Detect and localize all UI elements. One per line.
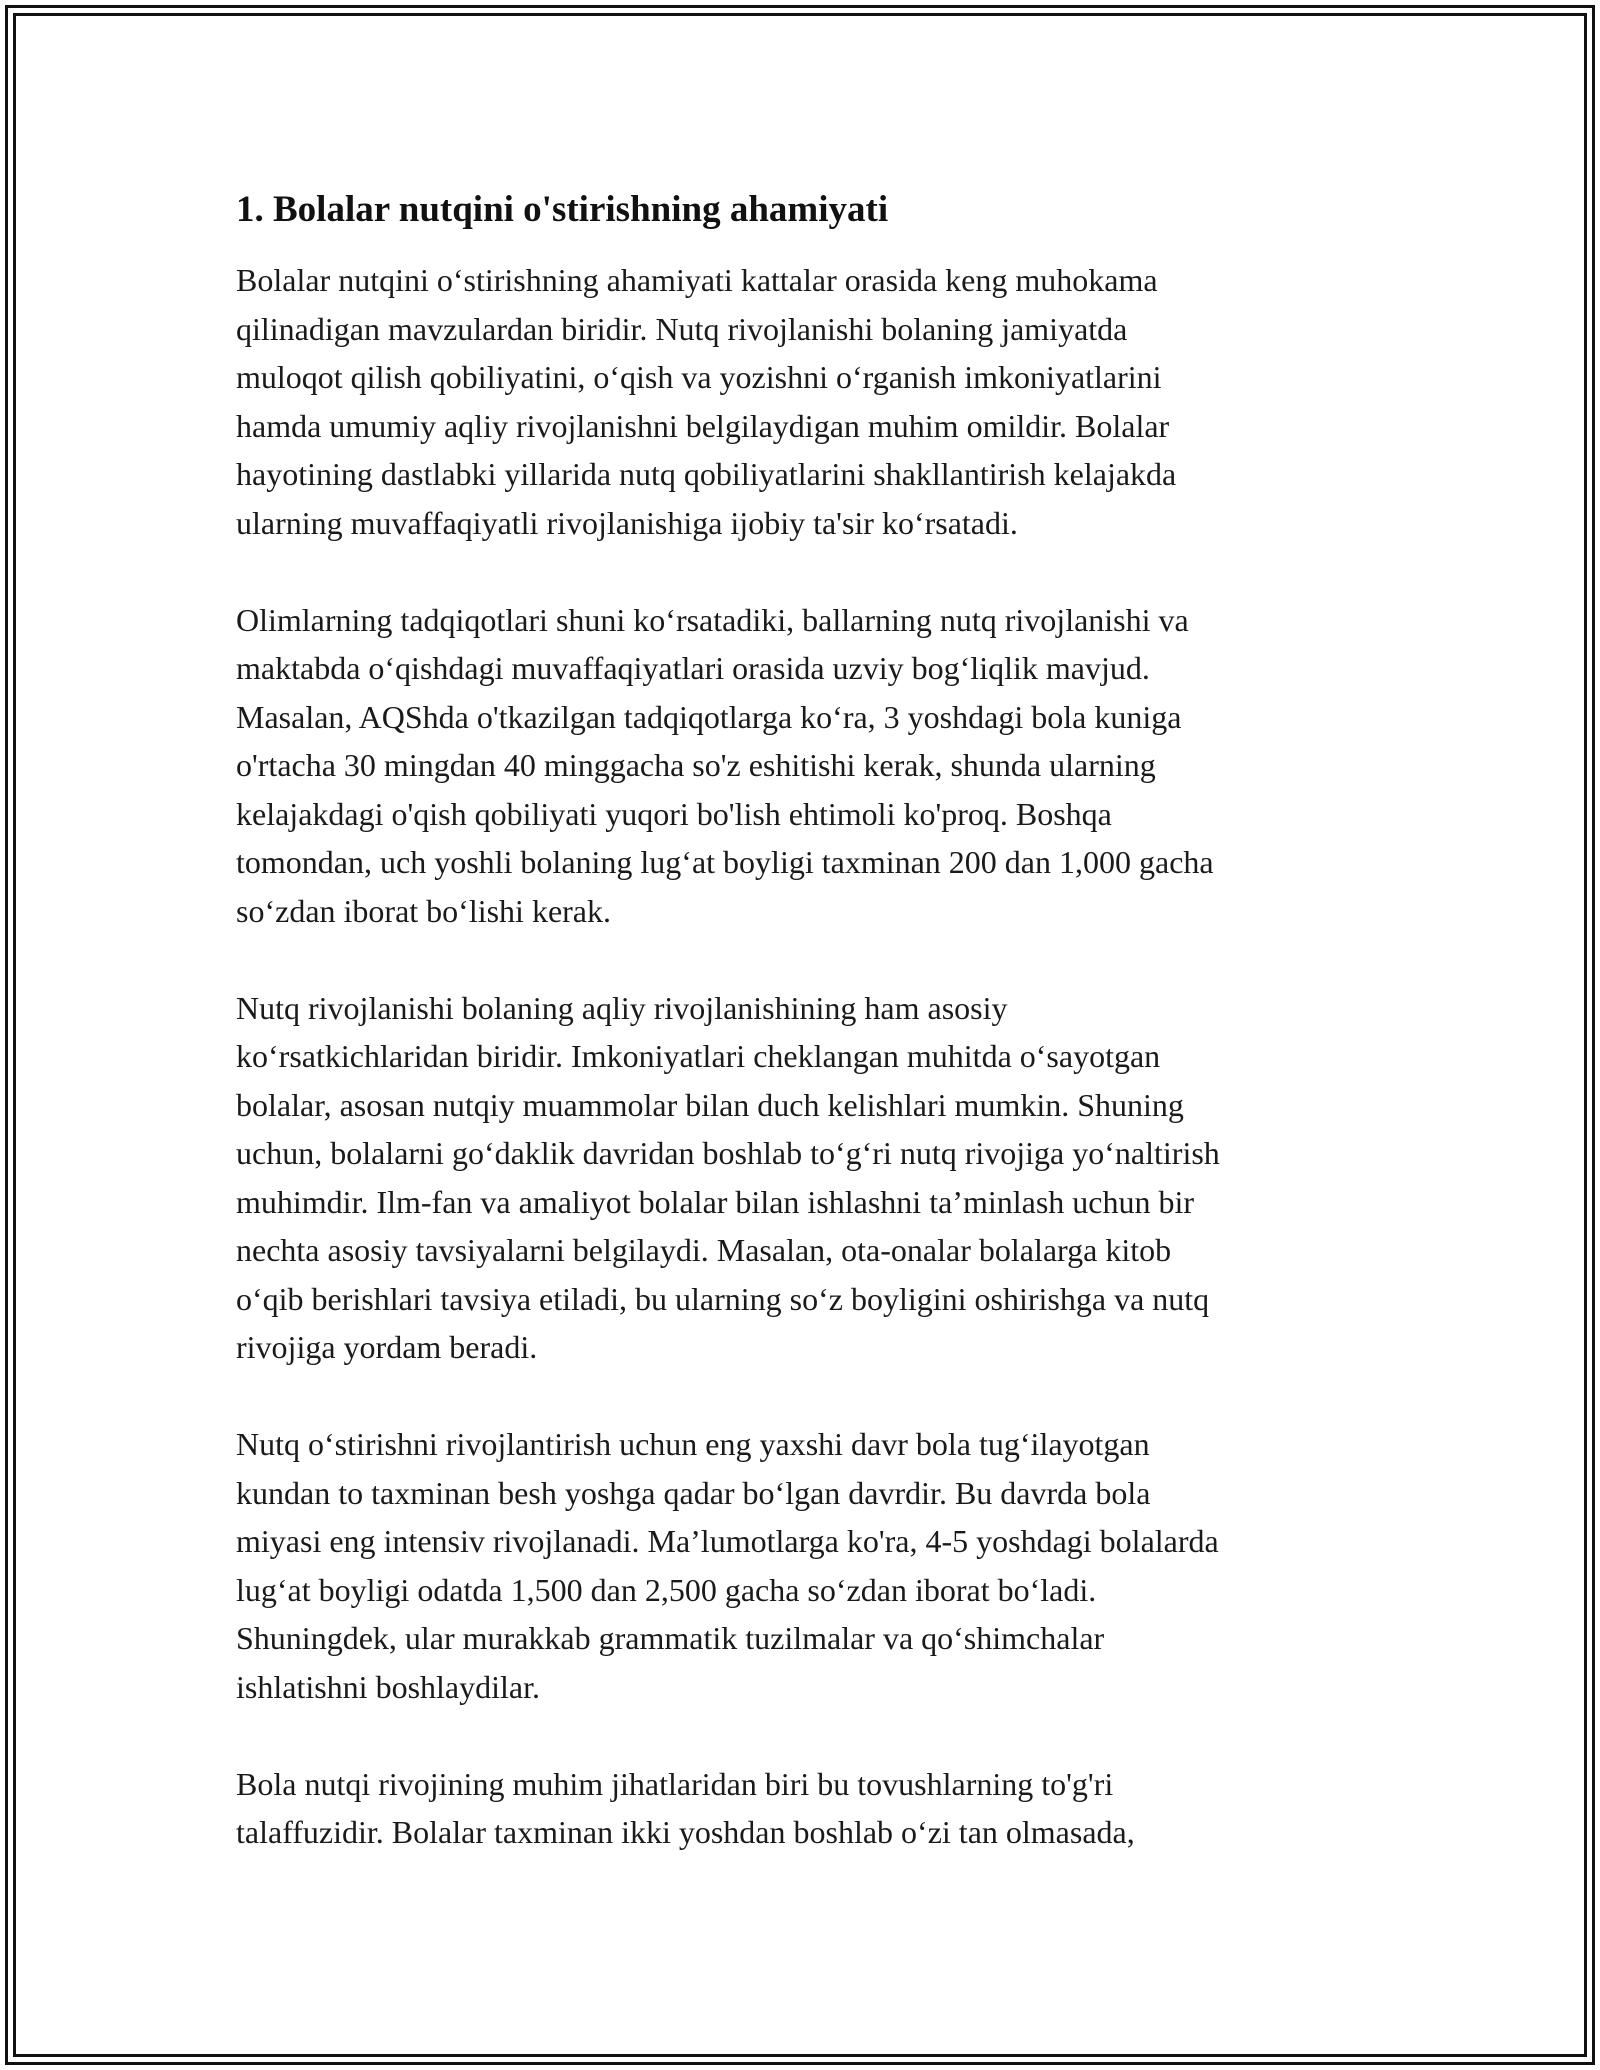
paragraph-2	[236, 596, 1376, 936]
text-line: koʻrsatkichlaridan biridir. Imkoniyatlari cheklangan muhitda oʻsayotgan	[236, 1038, 1161, 1074]
document-body	[236, 186, 1376, 1905]
text-line: tomondan, uch yoshli bolaning lugʻat boyligi taxminan 200 dan 1,000 gacha	[236, 844, 1214, 880]
text-line: bolalar, asosan nutqiy muammolar bilan duch kelishlari mumkin. Shuning	[236, 1086, 1184, 1123]
text-line: uchun, bolalarni goʻdaklik davridan boshlab toʻgʻri nutq rivojiga yoʻnaltirish	[236, 1135, 1220, 1171]
paragraph-4	[236, 1420, 1376, 1711]
text-line: Nutq oʻstirishni rivojlantirish uchun eng yaxshi davr bola tugʻilayotgan	[236, 1426, 1150, 1462]
paragraph-1	[236, 256, 1376, 547]
text-line: miyasi eng intensiv rivojlanadi. Maʼlumotlarga ko'ra, 4-5 yoshdagi bolalarda	[236, 1523, 1219, 1559]
text-line: kundan to taxminan besh yoshga qadar boʻlgan davrdir. Bu davrda bola	[236, 1474, 1151, 1511]
paragraph-3	[236, 984, 1376, 1372]
text-line: Bolalar nutqini oʻstirishning ahamiyati kattalar orasida keng muhokama	[236, 262, 1158, 298]
text-line: Olimlarning tadqiqotlari shuni koʻrsatadiki, ballarning nutq rivojlanishi va	[236, 601, 1189, 638]
text-line: o'rtacha 30 mingdan 40 minggacha so'z eshitishi kerak, shunda ularning	[236, 747, 1156, 783]
text-line: ishlatishni boshlaydilar.	[236, 1668, 540, 1705]
text-line: qilinadigan mavzulardan biridir. Nutq rivojlanishi bolaning jamiyatda	[236, 310, 1128, 347]
text-line: rivojiga yordam beradi.	[236, 1329, 538, 1365]
text-line: muhimdir. Ilm-fan va amaliyot bolalar bilan ishlashni taʼminlash uchun bir	[236, 1183, 1195, 1220]
text-line: muloqot qilish qobiliyatini, oʻqish va yozishni oʻrganish imkoniyatlarini	[236, 359, 1162, 395]
text-line: talaffuzidir. Bolalar taxminan ikki yoshdan boshlab oʻzi tan olmasada,	[236, 1814, 1135, 1850]
section-heading: 1. Bolalar nutqini o'stirishning ahamiyati	[236, 189, 889, 230]
text-line: ularning muvaffaqiyatli rivojlanishiga ijobiy ta'sir koʻrsatadi.	[236, 504, 1018, 541]
text-line: soʻzdan iborat boʻlishi kerak.	[236, 892, 611, 929]
text-line: lugʻat boyligi odatda 1,500 dan 2,500 gacha soʻzdan iborat boʻladi.	[236, 1571, 1097, 1608]
paragraph-5	[236, 1760, 1376, 1857]
text-line: Nutq rivojlanishi bolaning aqliy rivojlanishining ham asosiy	[236, 989, 1008, 1026]
text-line: oʻqib berishlari tavsiya etiladi, bu ularning soʻz boyligini oshirishga va nutq	[236, 1280, 1210, 1317]
text-line: Shuningdek, ular murakkab grammatik tuzilmalar va qoʻshimchalar	[236, 1620, 1105, 1656]
text-line: maktabda oʻqishdagi muvaffaqiyatlari orasida uzviy bogʻliqlik mavjud.	[236, 650, 1150, 686]
text-line: hayotining dastlabki yillarida nutq qobiliyatlarini shakllantirish kelajakda	[236, 456, 1177, 492]
text-line: hamda umumiy aqliy rivojlanishni belgilaydigan muhim omildir. Bolalar	[236, 407, 1170, 444]
text-line: Bola nutqi rivojining muhim jihatlaridan biri bu tovushlarning to'g'ri	[236, 1765, 1114, 1802]
text-line: nechta asosiy tavsiyalarni belgilaydi. Masalan, ota-onalar bolalarga kitob	[236, 1232, 1172, 1268]
text-line: kelajakdagi o'qish qobiliyati yuqori bo'lish ehtimoli ko'proq. Boshqa	[236, 795, 1112, 832]
text-line: Masalan, AQShda o'tkazilgan tadqiqotlarga koʻra, 3 yoshdagi bola kuniga	[236, 698, 1182, 735]
